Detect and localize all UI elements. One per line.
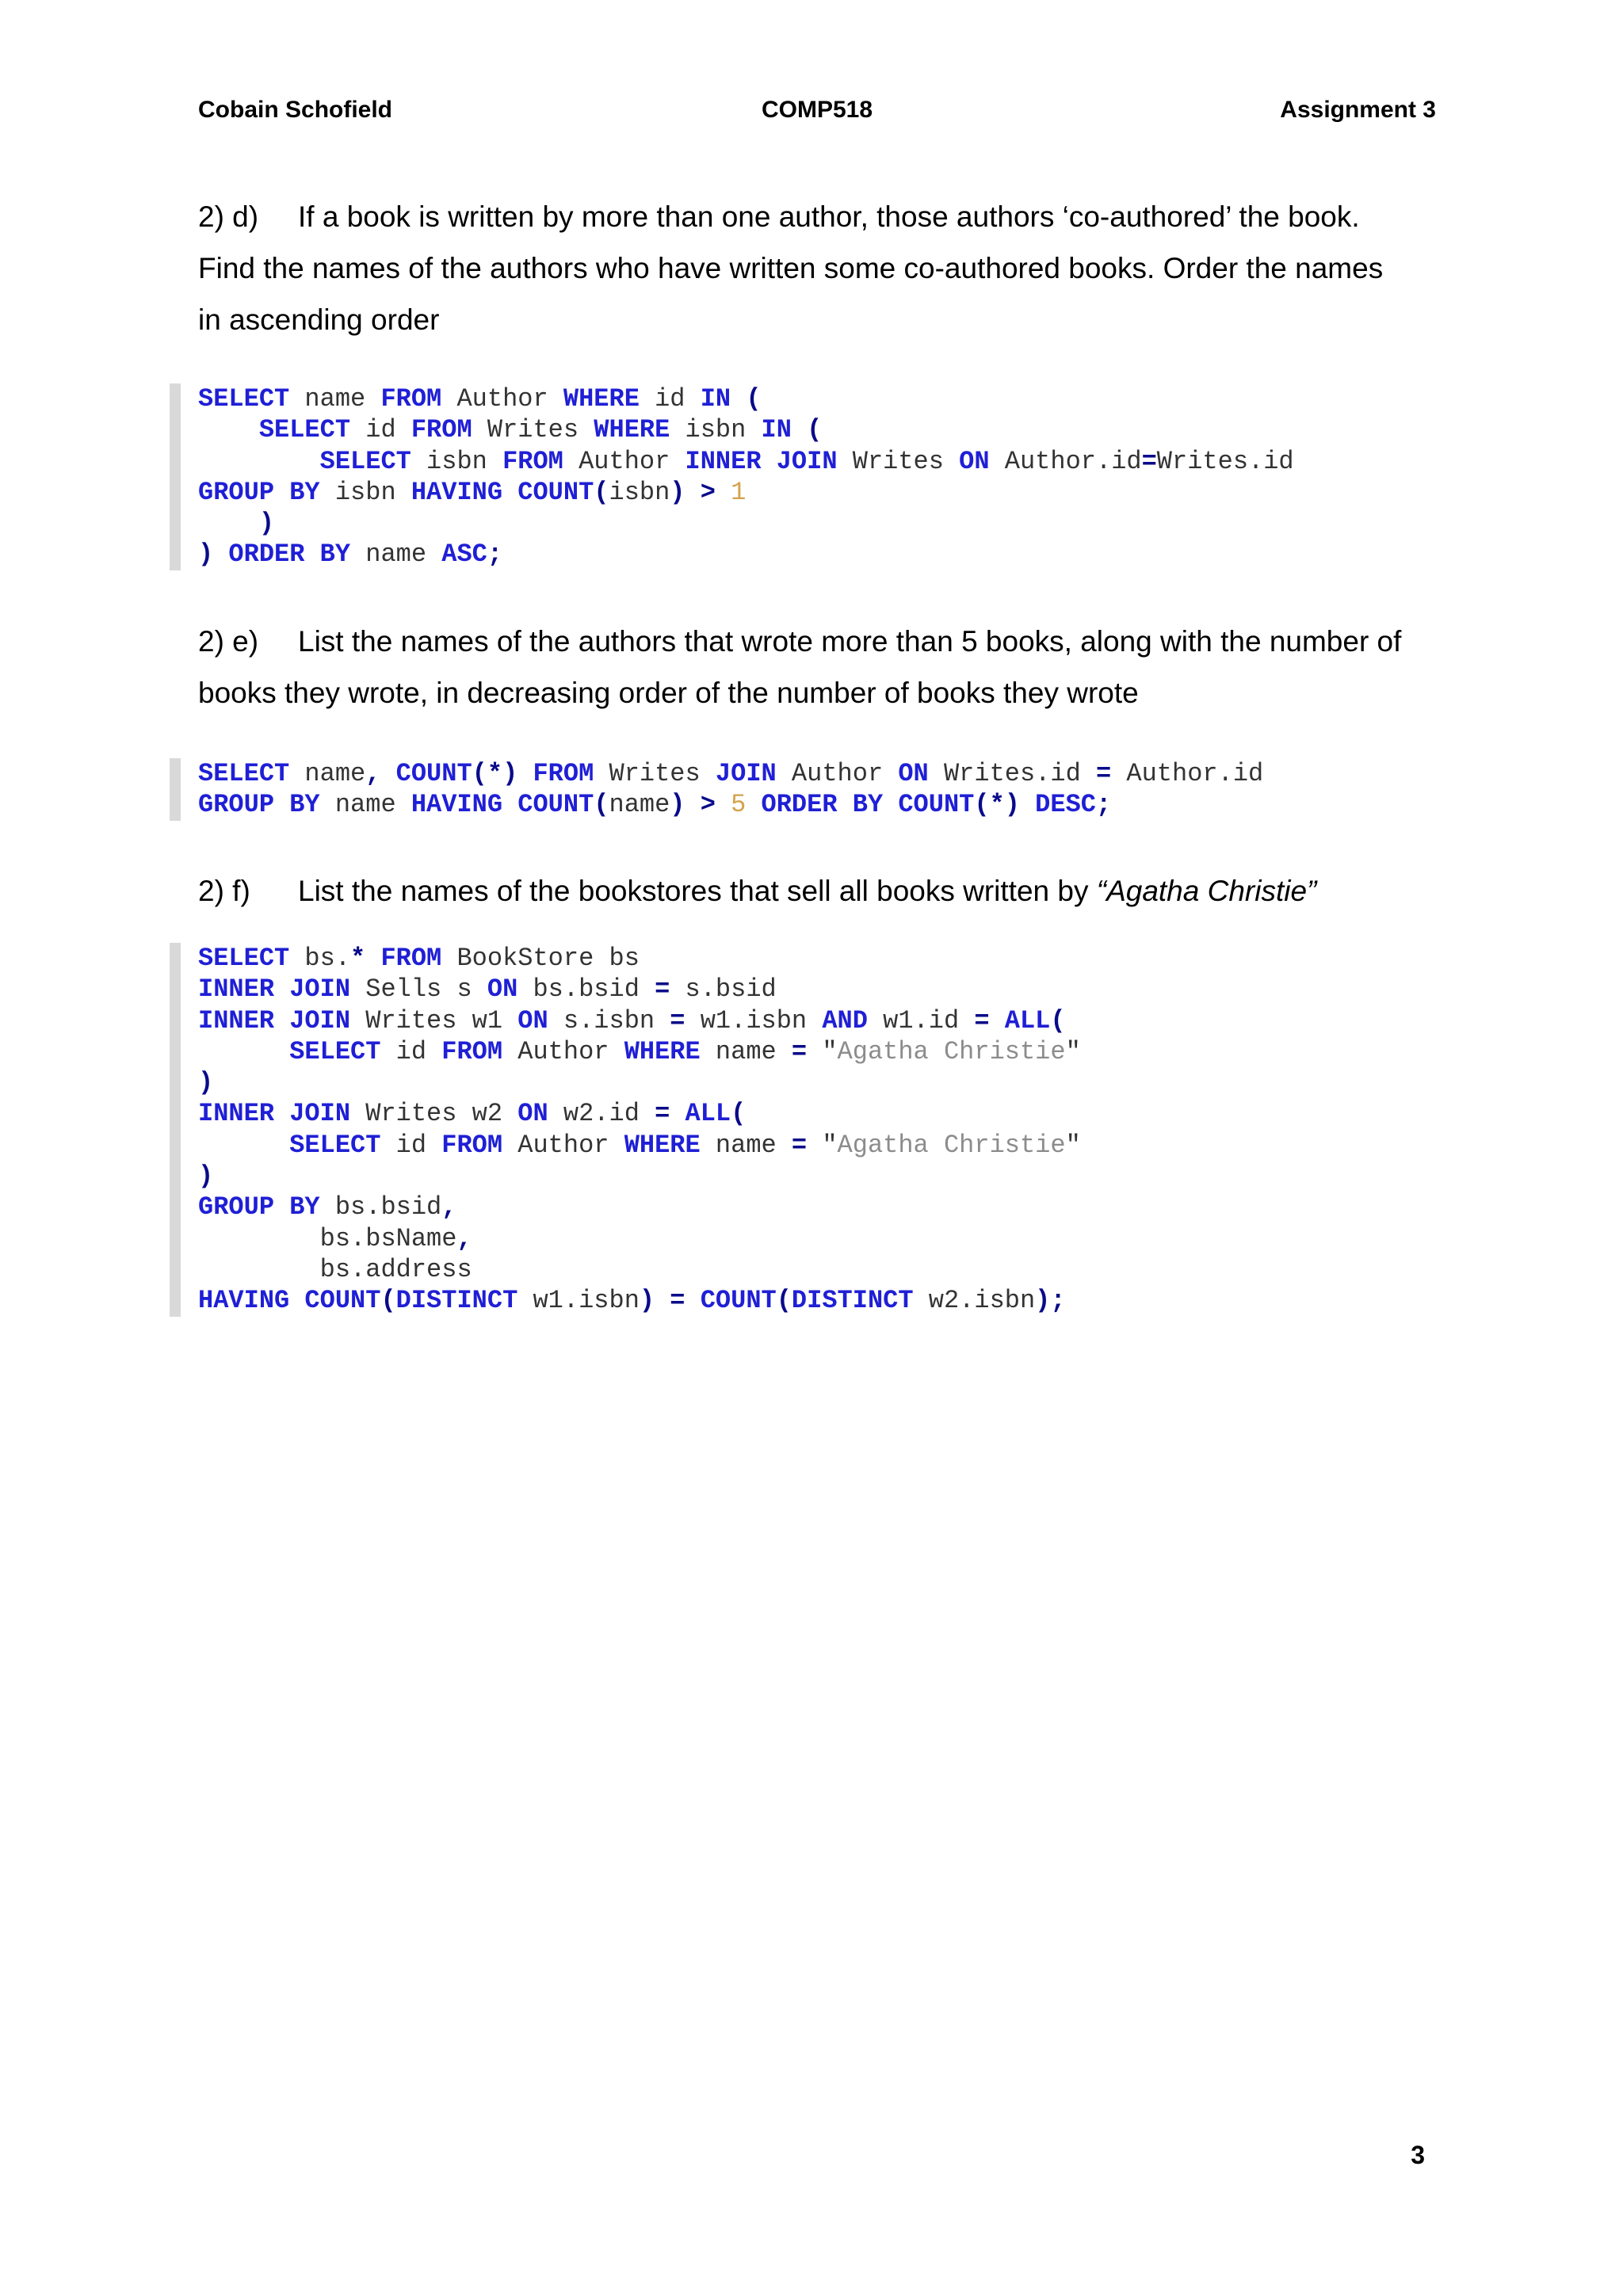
question-line: Find the names of the authors who have written some co-authored books. Order the names <box>198 252 1384 284</box>
sql-operator: ) <box>258 509 275 539</box>
sql-identifier: name <box>700 1130 792 1160</box>
sql-identifier: id <box>380 1036 442 1066</box>
sql-keyword: COUNT <box>517 477 594 507</box>
sql-identifier: " <box>807 1036 838 1066</box>
sql-identifier <box>685 478 701 507</box>
sql-keyword: SELECT <box>289 1036 381 1066</box>
sql-keyword: IN <box>761 415 792 445</box>
sql-identifier: bs.address <box>198 1254 472 1284</box>
sql-operator: = <box>974 1005 990 1035</box>
sql-keyword: ALL <box>1004 1005 1051 1035</box>
question-line <box>198 191 1466 242</box>
sql-identifier: Author.id <box>1111 759 1264 788</box>
sql-identifier: name <box>289 384 381 414</box>
sql-keyword: GROUP <box>198 1192 275 1222</box>
sql-operator: ( <box>731 1099 747 1129</box>
question-text: List the names of the bookstores that sell all books written by <box>298 875 1097 907</box>
sql-identifier <box>670 1099 685 1128</box>
sql-operator: ) <box>670 790 685 820</box>
sql-operator: ( <box>807 415 823 445</box>
sql-identifier <box>274 1099 289 1128</box>
sql-identifier: isbn <box>411 446 503 476</box>
sql-keyword: BY <box>289 477 320 507</box>
sql-keyword: ON <box>487 974 518 1005</box>
sql-identifier: name <box>700 1036 792 1066</box>
sql-operator: = <box>1141 446 1157 476</box>
sql-keyword: JOIN <box>289 1005 351 1035</box>
sql-operator: = <box>670 1005 685 1035</box>
sql-identifier: s.isbn <box>548 1005 670 1035</box>
sql-string: Agatha Christie <box>837 1036 1066 1066</box>
sql-operator: , <box>441 1192 457 1222</box>
code-line <box>198 1223 1498 1254</box>
sql-identifier <box>198 509 259 538</box>
sql-keyword: ON <box>517 1005 548 1035</box>
code-line <box>198 943 1498 974</box>
sql-identifier: id <box>639 384 701 414</box>
sql-keyword: AND <box>822 1005 868 1035</box>
sql-identifier <box>502 478 517 507</box>
code-line <box>198 383 1498 414</box>
sql-keyword: FROM <box>380 384 442 414</box>
sql-identifier <box>792 415 807 444</box>
sql-identifier: Writes.id <box>928 759 1096 788</box>
sql-keyword: BY <box>289 790 320 820</box>
sql-identifier: " <box>1065 1130 1081 1160</box>
code-line <box>198 758 1498 789</box>
sql-operator: ) <box>198 1161 214 1192</box>
sql-keyword: SELECT <box>319 446 411 476</box>
sql-number: 1 <box>731 477 747 507</box>
sql-string: Agatha Christie <box>837 1130 1066 1160</box>
sql-identifier <box>274 1006 289 1035</box>
sql-operator: = <box>655 1099 670 1129</box>
sql-identifier: Writes w2 <box>350 1099 518 1129</box>
code-line <box>198 508 1498 539</box>
sql-keyword: GROUP <box>198 477 275 507</box>
code-line <box>198 1254 1498 1285</box>
sql-identifier <box>746 790 761 819</box>
sql-keyword: FROM <box>441 1036 503 1066</box>
sql-identifier: s.bsid <box>670 974 777 1005</box>
sql-keyword: COUNT <box>517 790 594 820</box>
sql-identifier: Writes w1 <box>350 1005 518 1035</box>
sql-identifier: name <box>319 790 411 820</box>
sql-identifier <box>274 974 289 1004</box>
sql-operator: ; <box>487 540 503 570</box>
code-line <box>198 1067 1498 1098</box>
sql-identifier <box>883 790 898 819</box>
sql-identifier <box>685 790 701 819</box>
sql-identifier <box>380 759 395 788</box>
question-number: 2) f) <box>198 875 250 907</box>
sql-identifier: Author <box>502 1036 624 1066</box>
sql-operator: ); <box>1035 1286 1066 1316</box>
sql-identifier: name <box>350 540 442 570</box>
sql-identifier <box>365 944 380 973</box>
sql-identifier: " <box>807 1130 838 1160</box>
sql-identifier <box>1020 790 1035 819</box>
sql-keyword: FROM <box>441 1130 503 1160</box>
sql-keyword: COUNT <box>700 1286 777 1316</box>
code-block-2f <box>170 943 1498 1317</box>
sql-keyword: FROM <box>533 759 594 788</box>
sql-identifier: w1.isbn <box>685 1005 823 1035</box>
code-line <box>198 1036 1498 1067</box>
sql-operator: ) <box>198 540 214 570</box>
sql-identifier: Writes <box>594 759 716 788</box>
code-line <box>198 974 1498 1005</box>
sql-keyword: INNER <box>198 974 275 1005</box>
question-line: in ascending order <box>198 303 440 336</box>
sql-keyword: INNER <box>198 1099 275 1129</box>
sql-keyword: GROUP <box>198 790 275 820</box>
page-header <box>198 97 1436 128</box>
sql-keyword: WHERE <box>624 1130 701 1160</box>
sql-identifier <box>655 1286 670 1315</box>
sql-identifier: Writes <box>472 415 594 445</box>
sql-identifier: bs. <box>289 944 351 973</box>
sql-keyword: FROM <box>380 944 442 973</box>
sql-identifier <box>838 790 853 819</box>
code-line <box>198 1192 1498 1222</box>
sql-keyword: HAVING <box>411 790 503 820</box>
sql-identifier <box>274 1192 289 1222</box>
sql-identifier: id <box>380 1130 442 1160</box>
sql-identifier: Author <box>776 759 899 788</box>
code-line <box>198 1005 1498 1036</box>
sql-operator: , <box>456 1223 472 1253</box>
sql-operator: = <box>1095 759 1112 788</box>
sql-identifier: Author <box>441 384 563 414</box>
sql-operator: = <box>655 974 670 1005</box>
sql-keyword: FROM <box>502 446 563 476</box>
sql-keyword: FROM <box>411 415 472 445</box>
sql-identifier: Sells s <box>350 974 487 1005</box>
sql-identifier: name <box>609 790 670 820</box>
sql-identifier: bs.bsName <box>198 1223 457 1253</box>
sql-keyword: COUNT <box>304 1286 381 1316</box>
sql-keyword: SELECT <box>258 415 351 445</box>
sql-identifier <box>198 447 320 476</box>
sql-identifier <box>274 790 289 819</box>
sql-keyword: ORDER <box>228 540 305 570</box>
sql-identifier <box>762 447 777 476</box>
sql-operator: = <box>670 1286 685 1316</box>
sql-identifier: bs.bsid <box>319 1192 442 1222</box>
header-assignment: Assignment 3 <box>1280 97 1436 123</box>
sql-keyword: ORDER <box>761 790 838 820</box>
sql-keyword: SELECT <box>198 759 290 788</box>
sql-operator: ) <box>639 1286 655 1316</box>
code-line <box>198 789 1498 820</box>
sql-operator: ( <box>594 477 609 507</box>
question-text: If a book is written by more than one author, those authors ‘co-authored’ the book. <box>298 200 1360 233</box>
sql-identifier: w1.id <box>867 1005 975 1035</box>
sql-identifier <box>198 1131 289 1160</box>
sql-operator: ( <box>594 790 609 820</box>
question-line <box>198 865 1466 917</box>
sql-keyword: HAVING <box>411 477 503 507</box>
question-line <box>198 616 1466 667</box>
sql-operator: ( <box>776 1286 792 1316</box>
sql-keyword: WHERE <box>594 415 670 445</box>
code-line <box>198 446 1498 477</box>
sql-identifier <box>517 759 533 788</box>
sql-operator: ) <box>670 477 685 507</box>
sql-identifier <box>213 540 228 569</box>
sql-identifier <box>198 1037 289 1066</box>
sql-keyword: BY <box>319 540 351 570</box>
sql-identifier: isbn <box>670 415 762 445</box>
sql-identifier: Author <box>563 446 685 476</box>
sql-keyword: IN <box>700 384 731 414</box>
sql-identifier: isbn <box>319 477 411 507</box>
sql-identifier <box>502 790 517 819</box>
sql-keyword: WHERE <box>624 1036 701 1066</box>
sql-operator: > <box>700 790 716 820</box>
sql-operator: ) <box>198 1068 214 1098</box>
header-course: COMP518 <box>761 97 873 123</box>
question-number: 2) d) <box>198 200 259 233</box>
code-line <box>198 1098 1498 1129</box>
code-line <box>198 414 1498 445</box>
sql-identifier <box>274 478 289 507</box>
code-block-2e <box>170 758 1498 821</box>
sql-identifier: Writes.id <box>1156 446 1294 476</box>
sql-identifier: w2.isbn <box>913 1286 1036 1316</box>
code-line <box>198 1285 1498 1316</box>
sql-keyword: BY <box>289 1192 320 1222</box>
sql-identifier <box>304 540 319 569</box>
code-line <box>198 1130 1498 1161</box>
sql-identifier: BookStore bs <box>441 944 640 973</box>
sql-keyword: ALL <box>685 1099 731 1129</box>
sql-identifier <box>716 790 731 819</box>
sql-identifier: id <box>350 415 411 445</box>
sql-keyword: BY <box>852 790 884 820</box>
sql-keyword: SELECT <box>198 384 290 414</box>
sql-keyword: INNER <box>685 446 762 476</box>
sql-identifier <box>198 415 259 444</box>
sql-identifier: w2.id <box>548 1099 655 1129</box>
sql-identifier: bs.bsid <box>517 974 655 1005</box>
sql-identifier <box>289 1286 304 1315</box>
sql-identifier <box>685 1286 701 1315</box>
sql-number: 5 <box>731 790 747 820</box>
sql-identifier <box>716 478 731 507</box>
question-text: List the names of the authors that wrote more than 5 books, along with the number of <box>298 625 1402 658</box>
sql-keyword: JOIN <box>289 974 351 1005</box>
sql-operator: ; <box>1095 790 1112 820</box>
sql-identifier: " <box>1065 1036 1081 1066</box>
sql-keyword: DISTINCT <box>791 1286 914 1316</box>
sql-operator: ( <box>380 1286 396 1316</box>
page-number: 3 <box>1411 2141 1425 2169</box>
sql-keyword: SELECT <box>198 944 290 973</box>
sql-keyword: DESC <box>1035 790 1096 820</box>
code-line <box>198 477 1498 508</box>
sql-keyword: DISTINCT <box>395 1286 518 1316</box>
code-line <box>198 1161 1498 1192</box>
sql-identifier <box>990 1006 1005 1035</box>
sql-operator: , <box>365 759 381 788</box>
sql-keyword: JOIN <box>776 446 838 476</box>
sql-identifier: Author <box>502 1130 624 1160</box>
sql-keyword: ON <box>517 1099 548 1129</box>
sql-operator: = <box>791 1130 808 1160</box>
question-2d <box>198 191 1466 345</box>
sql-keyword: COUNT <box>395 759 472 788</box>
sql-keyword: HAVING <box>198 1286 290 1316</box>
sql-operator: (*) <box>472 759 518 788</box>
sql-identifier: w1.isbn <box>517 1286 640 1316</box>
sql-identifier: name <box>289 759 366 788</box>
sql-identifier: Writes <box>837 446 960 476</box>
sql-keyword: SELECT <box>289 1130 381 1160</box>
sql-keyword: ON <box>898 759 929 788</box>
sql-identifier: Author.id <box>989 446 1142 476</box>
sql-keyword: ON <box>959 446 990 476</box>
sql-operator: * <box>350 944 366 973</box>
question-2e <box>198 616 1466 719</box>
code-block-2d <box>170 383 1498 570</box>
question-emphasis: “Agatha Christie” <box>1096 875 1317 907</box>
sql-keyword: JOIN <box>715 759 777 788</box>
sql-identifier: isbn <box>609 477 670 507</box>
sql-keyword: WHERE <box>563 384 640 414</box>
sql-operator: ( <box>746 384 762 414</box>
sql-operator: > <box>700 477 716 507</box>
header-author: Cobain Schofield <box>198 97 393 123</box>
sql-identifier <box>731 384 746 414</box>
sql-keyword: JOIN <box>289 1099 351 1129</box>
question-number: 2) e) <box>198 625 259 658</box>
sql-operator: (*) <box>974 790 1020 820</box>
sql-keyword: COUNT <box>898 790 975 820</box>
question-line: books they wrote, in decreasing order of the number of books they wrote <box>198 677 1139 709</box>
sql-keyword: ASC <box>441 540 487 570</box>
code-line <box>198 539 1498 570</box>
sql-operator: ( <box>1050 1005 1066 1035</box>
question-2f <box>198 865 1466 917</box>
sql-keyword: INNER <box>198 1005 275 1035</box>
sql-operator: = <box>791 1036 808 1066</box>
